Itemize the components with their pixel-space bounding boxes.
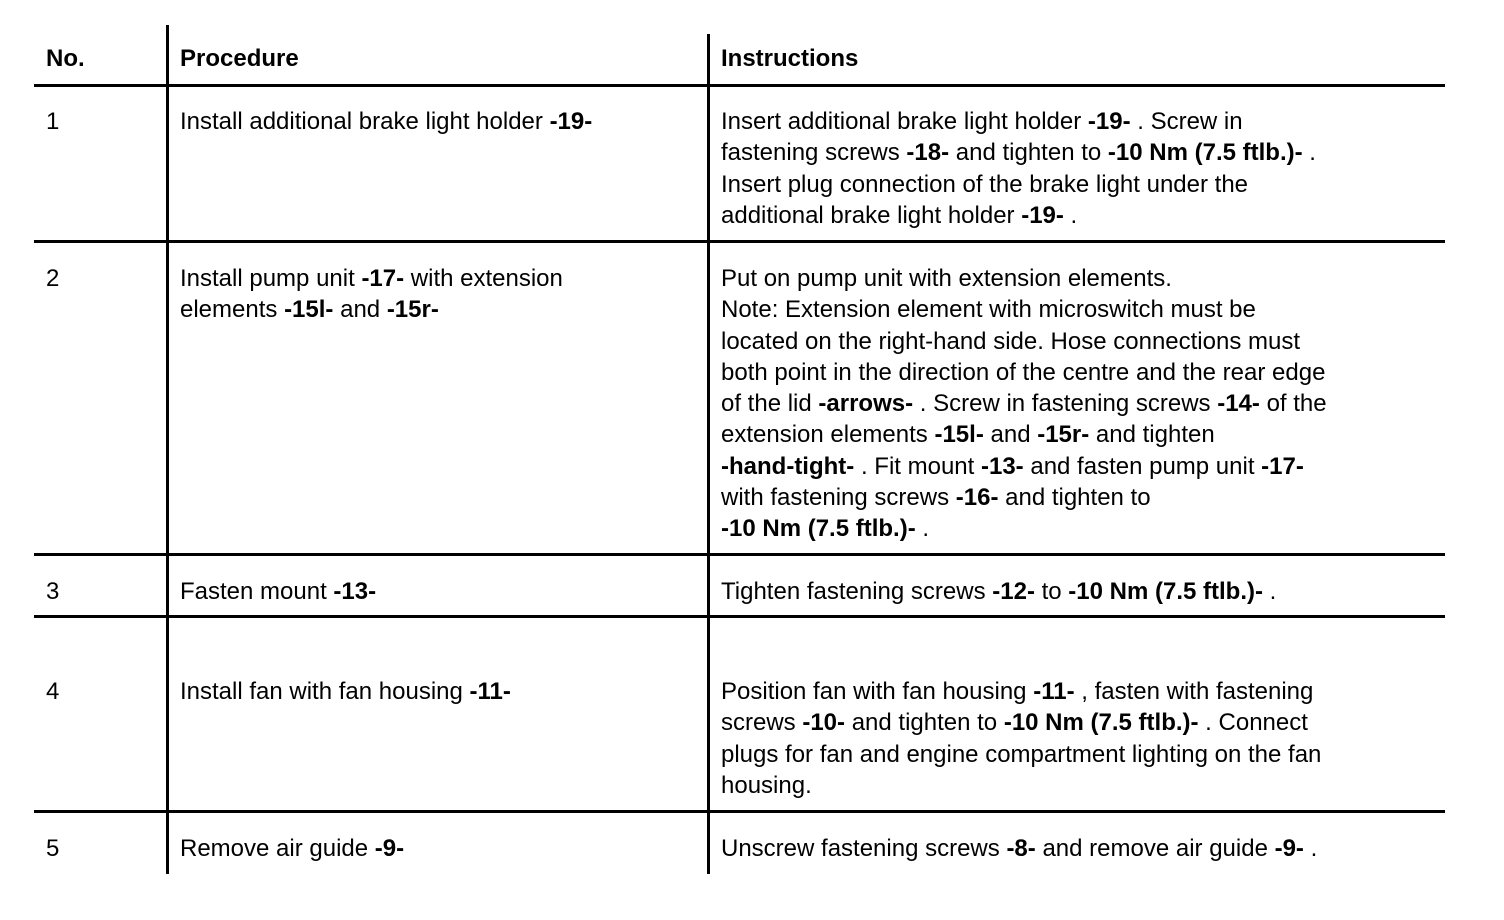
bold-reference: -15l- [934, 421, 984, 449]
text-run: . [1262, 578, 1277, 605]
text-run: Install fan with fan housing [180, 678, 470, 705]
text-run: Insert additional brake light holder [721, 108, 1088, 135]
bold-reference: -9- [374, 835, 405, 862]
row-2-no: 2 [46, 265, 60, 292]
row-2-instructions [721, 263, 1327, 545]
text-run: extension elements [721, 421, 935, 449]
text-line [721, 451, 1327, 482]
bold-reference: -19- [1021, 201, 1064, 229]
bold-reference: -17- [361, 265, 405, 292]
text-run: Fasten mount [180, 578, 334, 605]
bold-reference: -15r- [1037, 421, 1090, 449]
text-line [721, 576, 1276, 607]
bold-reference: -arrows- [818, 390, 914, 418]
bold-reference: -10 Nm (7.5 ftlb.)- [1068, 578, 1263, 605]
text-run: and tighten to [949, 139, 1108, 167]
header-procedure: Procedure [180, 45, 299, 72]
text-run: and fasten pump unit [1023, 452, 1262, 480]
text-line [721, 137, 1316, 168]
bold-reference: -hand-tight- [721, 452, 855, 480]
text-run: . Connect [1198, 709, 1308, 737]
text-run: with extension [404, 265, 563, 292]
bold-reference: -11- [469, 678, 511, 705]
bold-reference: -10 Nm (7.5 ftlb.)- [1003, 709, 1199, 737]
text-line [721, 707, 1321, 738]
text-run: Put on pump unit with extension elements. [721, 265, 1172, 292]
text-line [721, 388, 1327, 419]
text-line [721, 833, 1317, 864]
text-run: and [333, 296, 387, 324]
text-run: , fasten with fastening [1074, 678, 1314, 705]
row-1-procedure [180, 106, 592, 137]
text-line [721, 676, 1321, 707]
text-run: located on the right-hand side. Hose connections must [721, 327, 1301, 355]
text-run: and tighten [1089, 421, 1215, 449]
text-line [721, 482, 1327, 513]
text-line [721, 169, 1316, 200]
bold-reference: -14- [1217, 390, 1260, 418]
text-run: . Screw in fastening screws [913, 390, 1218, 418]
bold-reference: -9- [1274, 835, 1304, 862]
text-run: Unscrew fastening screws [721, 835, 1007, 862]
text-line [721, 263, 1327, 294]
bold-reference: -10 Nm (7.5 ftlb.)- [721, 515, 916, 543]
text-run: additional brake light holder [721, 201, 1022, 229]
row-4-no: 4 [46, 678, 60, 705]
bold-reference: -19- [1087, 108, 1131, 135]
row-divider-4 [34, 810, 1445, 813]
text-line [721, 419, 1327, 450]
text-line [721, 513, 1327, 544]
row-1-instructions [721, 106, 1316, 231]
bold-reference: -15l- [284, 296, 334, 324]
text-run: . [1063, 201, 1078, 229]
text-line [721, 326, 1327, 357]
bold-reference: -8- [1006, 835, 1036, 862]
text-line [721, 770, 1321, 801]
text-line [721, 200, 1316, 231]
text-run: of the [1259, 390, 1327, 418]
row-divider-1 [34, 240, 1445, 243]
text-run: Position fan with fan housing [721, 678, 1034, 705]
text-run: . [1302, 139, 1316, 167]
text-run: Remove air guide [180, 835, 375, 862]
text-line [180, 294, 563, 325]
text-line [180, 833, 404, 864]
row-4-instructions [721, 676, 1321, 801]
text-run: both point in the direction of the centre and the rear edge [721, 358, 1326, 386]
text-run: . Fit mount [854, 452, 981, 480]
text-run: screws [721, 709, 803, 737]
row-5-no: 5 [46, 835, 60, 862]
text-line [721, 357, 1327, 388]
text-run: Tighten fastening screws [721, 578, 993, 605]
text-run: Install additional brake light holder [180, 108, 550, 135]
text-run: fastening screws [721, 139, 907, 167]
text-run: elements [180, 296, 285, 324]
text-run: to [1034, 578, 1069, 605]
row-2-procedure [180, 263, 563, 326]
text-run: with fastening screws [721, 484, 956, 512]
row-4-procedure [180, 676, 511, 707]
header-instructions: Instructions [721, 45, 859, 72]
text-run: . [915, 515, 930, 543]
text-line [180, 106, 592, 137]
text-line [180, 263, 563, 294]
bold-reference: -19- [549, 108, 593, 135]
text-run: plugs for fan and engine compartment lighting on the fan [721, 740, 1322, 768]
bold-reference: -16- [955, 484, 999, 512]
row-5-instructions [721, 833, 1317, 864]
text-line [721, 106, 1316, 137]
bold-reference: -13- [980, 452, 1024, 480]
header-no: No. [46, 45, 85, 72]
text-run: . [1303, 835, 1318, 862]
text-line [721, 739, 1321, 770]
header-divider [34, 84, 1445, 87]
text-run: and remove air guide [1035, 835, 1275, 862]
text-run: and tighten to [998, 484, 1151, 512]
text-line [180, 576, 376, 607]
text-run: housing. [721, 771, 812, 799]
bold-reference: -11- [1033, 678, 1075, 705]
row-5-procedure [180, 833, 404, 864]
bold-reference: -18- [906, 139, 950, 167]
text-run: and tighten to [845, 709, 1004, 737]
text-run: Note: Extension element with microswitch must be [721, 296, 1256, 324]
row-divider-3 [34, 615, 1445, 618]
row-3-procedure [180, 576, 376, 607]
bold-reference: -17- [1261, 452, 1304, 480]
column-divider-no [166, 25, 169, 874]
column-divider-procedure [707, 34, 710, 874]
text-run: and [983, 421, 1038, 449]
text-run: . Screw in [1130, 108, 1243, 135]
row-divider-2 [34, 553, 1445, 556]
text-run: Install pump unit [180, 265, 362, 292]
bold-reference: -15r- [386, 296, 439, 324]
row-3-instructions [721, 576, 1276, 607]
bold-reference: -10- [802, 709, 846, 737]
text-line [721, 294, 1327, 325]
text-line [180, 676, 511, 707]
text-run: Insert plug connection of the brake light under the [721, 170, 1249, 198]
bold-reference: -12- [992, 578, 1035, 605]
text-run: of the lid [721, 390, 819, 418]
bold-reference: -13- [333, 578, 377, 605]
bold-reference: -10 Nm (7.5 ftlb.)- [1107, 139, 1303, 167]
row-1-no: 1 [46, 108, 60, 135]
row-3-no: 3 [46, 578, 60, 605]
